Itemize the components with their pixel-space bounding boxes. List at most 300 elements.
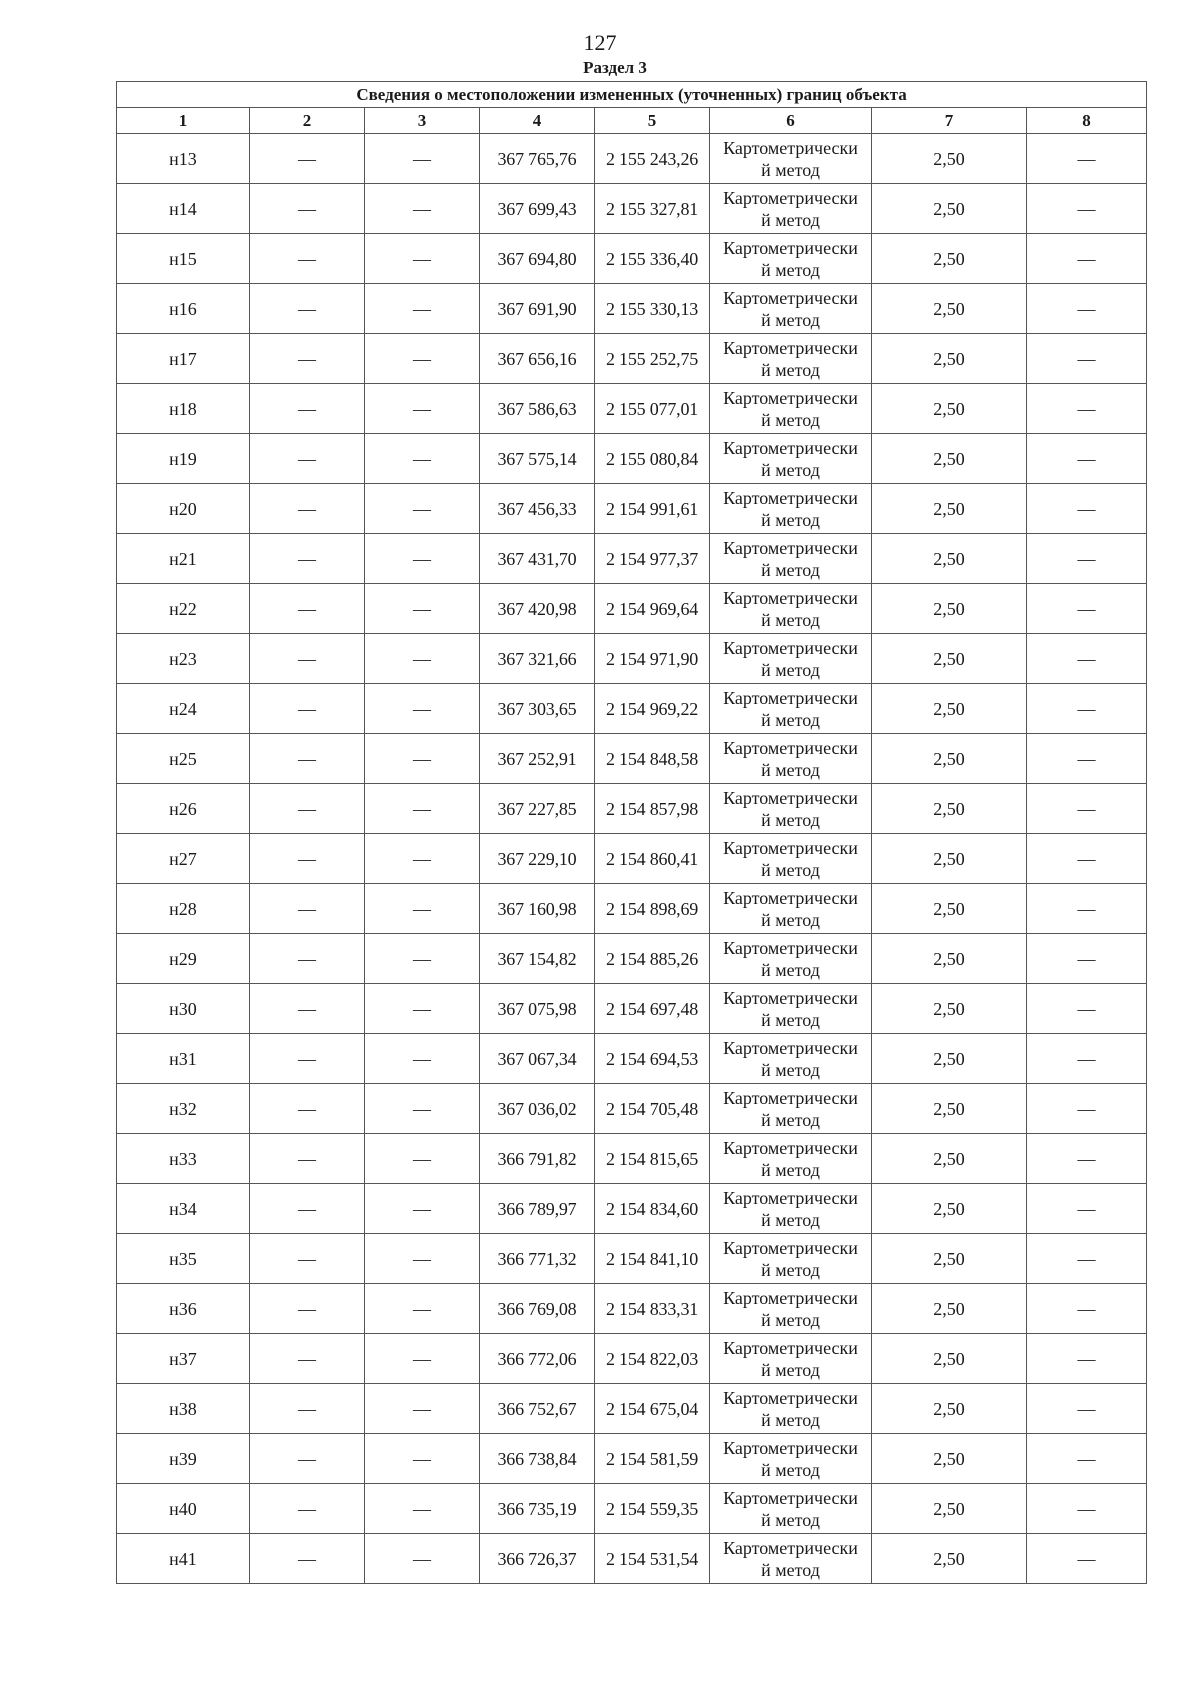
empty-value-cell: — bbox=[365, 884, 480, 934]
method-text-line: й метод bbox=[761, 1409, 820, 1430]
x-coordinate-cell: 367 699,43 bbox=[480, 184, 595, 234]
point-name-cell: н20 bbox=[117, 484, 250, 534]
table-row bbox=[117, 1384, 1147, 1434]
method-text-line: й метод bbox=[761, 1209, 820, 1230]
point-name-cell: н31 bbox=[117, 1034, 250, 1084]
empty-value-cell: — bbox=[250, 884, 365, 934]
point-name-cell: н34 bbox=[117, 1184, 250, 1234]
method-cell bbox=[710, 984, 872, 1034]
y-coordinate-cell: 2 154 857,98 bbox=[595, 784, 710, 834]
y-coordinate-cell: 2 154 694,53 bbox=[595, 1034, 710, 1084]
empty-value-cell: — bbox=[250, 634, 365, 684]
y-coordinate-cell: 2 155 336,40 bbox=[595, 234, 710, 284]
method-cell bbox=[710, 384, 872, 434]
empty-value-cell: — bbox=[250, 1334, 365, 1384]
empty-value-cell: — bbox=[250, 784, 365, 834]
column-header: 2 bbox=[250, 108, 365, 134]
empty-value-cell: — bbox=[1027, 534, 1147, 584]
method-cell bbox=[710, 1134, 872, 1184]
y-coordinate-cell: 2 154 848,58 bbox=[595, 734, 710, 784]
empty-value-cell: — bbox=[365, 1534, 480, 1584]
method-text-line: Картометрически bbox=[723, 637, 858, 658]
column-header: 1 bbox=[117, 108, 250, 134]
coordinates-table bbox=[116, 81, 1147, 1584]
method-cell bbox=[710, 1534, 872, 1584]
method-text-line: Картометрически bbox=[723, 1237, 858, 1258]
method-cell bbox=[710, 884, 872, 934]
x-coordinate-cell: 366 769,08 bbox=[480, 1284, 595, 1334]
empty-value-cell: — bbox=[365, 1184, 480, 1234]
empty-value-cell: — bbox=[1027, 934, 1147, 984]
method-text-line: Картометрически bbox=[723, 537, 858, 558]
empty-value-cell: — bbox=[365, 1434, 480, 1484]
method-text-line: й метод bbox=[761, 659, 820, 680]
table-row bbox=[117, 384, 1147, 434]
column-header: 3 bbox=[365, 108, 480, 134]
method-text-line: Картометрически bbox=[723, 437, 858, 458]
y-coordinate-cell: 2 154 705,48 bbox=[595, 1084, 710, 1134]
empty-value-cell: — bbox=[250, 1234, 365, 1284]
empty-value-cell: — bbox=[250, 934, 365, 984]
method-cell bbox=[710, 634, 872, 684]
column-header: 5 bbox=[595, 108, 710, 134]
empty-value-cell: — bbox=[1027, 1284, 1147, 1334]
empty-value-cell: — bbox=[250, 284, 365, 334]
y-coordinate-cell: 2 154 697,48 bbox=[595, 984, 710, 1034]
empty-value-cell: — bbox=[250, 584, 365, 634]
method-text-line: й метод bbox=[761, 959, 820, 980]
point-name-cell: н23 bbox=[117, 634, 250, 684]
point-name-cell: н29 bbox=[117, 934, 250, 984]
page-number: 127 bbox=[583, 30, 617, 55]
method-text-line: Картометрически bbox=[723, 737, 858, 758]
method-text-line: й метод bbox=[761, 1309, 820, 1330]
empty-value-cell: — bbox=[365, 684, 480, 734]
table-row bbox=[117, 434, 1147, 484]
method-text-line: й метод bbox=[761, 1059, 820, 1080]
x-coordinate-cell: 366 791,82 bbox=[480, 1134, 595, 1184]
method-cell bbox=[710, 684, 872, 734]
y-coordinate-cell: 2 154 898,69 bbox=[595, 884, 710, 934]
method-cell bbox=[710, 534, 872, 584]
accuracy-cell: 2,50 bbox=[872, 1034, 1027, 1084]
accuracy-cell: 2,50 bbox=[872, 1434, 1027, 1484]
accuracy-cell: 2,50 bbox=[872, 234, 1027, 284]
table-row bbox=[117, 484, 1147, 534]
y-coordinate-cell: 2 155 077,01 bbox=[595, 384, 710, 434]
table-caption: Сведения о местоположении измененных (уточненных) границ объекта bbox=[117, 82, 1147, 108]
empty-value-cell: — bbox=[250, 134, 365, 184]
accuracy-cell: 2,50 bbox=[872, 284, 1027, 334]
point-name-cell: н41 bbox=[117, 1534, 250, 1584]
method-text-line: й метод bbox=[761, 1009, 820, 1030]
point-name-cell: н17 bbox=[117, 334, 250, 384]
method-text-line: Картометрически bbox=[723, 1037, 858, 1058]
table-row bbox=[117, 684, 1147, 734]
method-text-line: й метод bbox=[761, 909, 820, 930]
method-text-line: Картометрически bbox=[723, 837, 858, 858]
method-text-line: Картометрически bbox=[723, 337, 858, 358]
x-coordinate-cell: 366 752,67 bbox=[480, 1384, 595, 1434]
method-cell bbox=[710, 1384, 872, 1434]
empty-value-cell: — bbox=[365, 1034, 480, 1084]
x-coordinate-cell: 367 229,10 bbox=[480, 834, 595, 884]
method-text-line: й метод bbox=[761, 1509, 820, 1530]
method-text-line: Картометрически bbox=[723, 687, 858, 708]
method-cell bbox=[710, 234, 872, 284]
table-row bbox=[117, 984, 1147, 1034]
method-cell bbox=[710, 1234, 872, 1284]
empty-value-cell: — bbox=[1027, 784, 1147, 834]
point-name-cell: н25 bbox=[117, 734, 250, 784]
table-row bbox=[117, 784, 1147, 834]
empty-value-cell: — bbox=[250, 1484, 365, 1534]
method-cell bbox=[710, 1184, 872, 1234]
method-text-line: Картометрически bbox=[723, 1537, 858, 1558]
column-header: 7 bbox=[872, 108, 1027, 134]
method-cell bbox=[710, 1034, 872, 1084]
table-row bbox=[117, 534, 1147, 584]
y-coordinate-cell: 2 155 080,84 bbox=[595, 434, 710, 484]
method-text-line: й метод bbox=[761, 159, 820, 180]
empty-value-cell: — bbox=[250, 1084, 365, 1134]
point-name-cell: н30 bbox=[117, 984, 250, 1034]
accuracy-cell: 2,50 bbox=[872, 184, 1027, 234]
y-coordinate-cell: 2 154 834,60 bbox=[595, 1184, 710, 1234]
point-name-cell: н16 bbox=[117, 284, 250, 334]
table-row bbox=[117, 334, 1147, 384]
method-text-line: й метод bbox=[761, 459, 820, 480]
accuracy-cell: 2,50 bbox=[872, 984, 1027, 1034]
point-name-cell: н19 bbox=[117, 434, 250, 484]
empty-value-cell: — bbox=[250, 184, 365, 234]
column-header: 8 bbox=[1027, 108, 1147, 134]
x-coordinate-cell: 367 456,33 bbox=[480, 484, 595, 534]
empty-value-cell: — bbox=[250, 384, 365, 434]
x-coordinate-cell: 366 735,19 bbox=[480, 1484, 595, 1534]
method-text-line: й метод bbox=[761, 1559, 820, 1580]
empty-value-cell: — bbox=[250, 1384, 365, 1434]
method-text-line: Картометрически bbox=[723, 137, 858, 158]
y-coordinate-cell: 2 154 969,64 bbox=[595, 584, 710, 634]
method-text-line: Картометрически bbox=[723, 237, 858, 258]
y-coordinate-cell: 2 154 969,22 bbox=[595, 684, 710, 734]
empty-value-cell: — bbox=[250, 684, 365, 734]
method-cell bbox=[710, 1084, 872, 1134]
empty-value-cell: — bbox=[1027, 1134, 1147, 1184]
empty-value-cell: — bbox=[1027, 634, 1147, 684]
empty-value-cell: — bbox=[365, 1334, 480, 1384]
method-text-line: й метод bbox=[761, 1159, 820, 1180]
y-coordinate-cell: 2 154 531,54 bbox=[595, 1534, 710, 1584]
empty-value-cell: — bbox=[250, 234, 365, 284]
method-text-line: Картометрически bbox=[723, 387, 858, 408]
accuracy-cell: 2,50 bbox=[872, 1384, 1027, 1434]
accuracy-cell: 2,50 bbox=[872, 1134, 1027, 1184]
point-name-cell: н26 bbox=[117, 784, 250, 834]
method-cell bbox=[710, 734, 872, 784]
empty-value-cell: — bbox=[250, 1534, 365, 1584]
empty-value-cell: — bbox=[1027, 834, 1147, 884]
point-name-cell: н40 bbox=[117, 1484, 250, 1534]
x-coordinate-cell: 367 656,16 bbox=[480, 334, 595, 384]
table-row bbox=[117, 1034, 1147, 1084]
point-name-cell: н14 bbox=[117, 184, 250, 234]
empty-value-cell: — bbox=[365, 1234, 480, 1284]
empty-value-cell: — bbox=[365, 1134, 480, 1184]
method-cell bbox=[710, 284, 872, 334]
empty-value-cell: — bbox=[1027, 484, 1147, 534]
method-text-line: й метод bbox=[761, 759, 820, 780]
table-row bbox=[117, 1284, 1147, 1334]
empty-value-cell: — bbox=[1027, 1034, 1147, 1084]
method-cell bbox=[710, 484, 872, 534]
point-name-cell: н13 bbox=[117, 134, 250, 184]
table-row bbox=[117, 184, 1147, 234]
method-text-line: Картометрически bbox=[723, 187, 858, 208]
method-text-line: Картометрически bbox=[723, 1437, 858, 1458]
column-header: 6 bbox=[710, 108, 872, 134]
y-coordinate-cell: 2 155 330,13 bbox=[595, 284, 710, 334]
method-text-line: Картометрически bbox=[723, 1287, 858, 1308]
accuracy-cell: 2,50 bbox=[872, 1084, 1027, 1134]
point-name-cell: н18 bbox=[117, 384, 250, 434]
section-title: Раздел 3 bbox=[583, 58, 647, 77]
accuracy-cell: 2,50 bbox=[872, 934, 1027, 984]
method-text-line: й метод bbox=[761, 1109, 820, 1130]
empty-value-cell: — bbox=[250, 734, 365, 784]
empty-value-cell: — bbox=[1027, 384, 1147, 434]
table-row bbox=[117, 134, 1147, 184]
empty-value-cell: — bbox=[1027, 1184, 1147, 1234]
empty-value-cell: — bbox=[1027, 234, 1147, 284]
empty-value-cell: — bbox=[250, 434, 365, 484]
x-coordinate-cell: 367 691,90 bbox=[480, 284, 595, 334]
accuracy-cell: 2,50 bbox=[872, 134, 1027, 184]
method-text-line: й метод bbox=[761, 209, 820, 230]
y-coordinate-cell: 2 155 252,75 bbox=[595, 334, 710, 384]
accuracy-cell: 2,50 bbox=[872, 1184, 1027, 1234]
method-text-line: Картометрически bbox=[723, 1087, 858, 1108]
method-text-line: й метод bbox=[761, 359, 820, 380]
method-cell bbox=[710, 784, 872, 834]
empty-value-cell: — bbox=[1027, 684, 1147, 734]
x-coordinate-cell: 367 431,70 bbox=[480, 534, 595, 584]
table-row bbox=[117, 1084, 1147, 1134]
y-coordinate-cell: 2 154 559,35 bbox=[595, 1484, 710, 1534]
method-text-line: й метод bbox=[761, 1359, 820, 1380]
empty-value-cell: — bbox=[365, 534, 480, 584]
accuracy-cell: 2,50 bbox=[872, 1534, 1027, 1584]
table-row bbox=[117, 734, 1147, 784]
method-text-line: й метод bbox=[761, 609, 820, 630]
empty-value-cell: — bbox=[250, 1284, 365, 1334]
x-coordinate-cell: 367 321,66 bbox=[480, 634, 595, 684]
empty-value-cell: — bbox=[250, 534, 365, 584]
method-text-line: й метод bbox=[761, 709, 820, 730]
empty-value-cell: — bbox=[1027, 1434, 1147, 1484]
point-name-cell: н39 bbox=[117, 1434, 250, 1484]
table-row bbox=[117, 934, 1147, 984]
table-row bbox=[117, 584, 1147, 634]
empty-value-cell: — bbox=[365, 1384, 480, 1434]
empty-value-cell: — bbox=[365, 834, 480, 884]
column-header-row bbox=[117, 108, 1147, 134]
method-cell bbox=[710, 334, 872, 384]
accuracy-cell: 2,50 bbox=[872, 634, 1027, 684]
point-name-cell: н32 bbox=[117, 1084, 250, 1134]
empty-value-cell: — bbox=[1027, 984, 1147, 1034]
y-coordinate-cell: 2 154 977,37 bbox=[595, 534, 710, 584]
point-name-cell: н22 bbox=[117, 584, 250, 634]
x-coordinate-cell: 367 420,98 bbox=[480, 584, 595, 634]
method-text-line: й метод bbox=[761, 809, 820, 830]
x-coordinate-cell: 367 765,76 bbox=[480, 134, 595, 184]
method-cell bbox=[710, 1284, 872, 1334]
empty-value-cell: — bbox=[365, 584, 480, 634]
empty-value-cell: — bbox=[365, 384, 480, 434]
method-text-line: Картометрически bbox=[723, 1487, 858, 1508]
accuracy-cell: 2,50 bbox=[872, 534, 1027, 584]
y-coordinate-cell: 2 154 581,59 bbox=[595, 1434, 710, 1484]
method-cell bbox=[710, 584, 872, 634]
y-coordinate-cell: 2 154 822,03 bbox=[595, 1334, 710, 1384]
empty-value-cell: — bbox=[365, 734, 480, 784]
method-text-line: й метод bbox=[761, 259, 820, 280]
x-coordinate-cell: 366 771,32 bbox=[480, 1234, 595, 1284]
empty-value-cell: — bbox=[1027, 1484, 1147, 1534]
empty-value-cell: — bbox=[365, 484, 480, 534]
empty-value-cell: — bbox=[365, 334, 480, 384]
empty-value-cell: — bbox=[365, 284, 480, 334]
y-coordinate-cell: 2 154 815,65 bbox=[595, 1134, 710, 1184]
y-coordinate-cell: 2 154 860,41 bbox=[595, 834, 710, 884]
accuracy-cell: 2,50 bbox=[872, 384, 1027, 434]
empty-value-cell: — bbox=[365, 934, 480, 984]
accuracy-cell: 2,50 bbox=[872, 1234, 1027, 1284]
table-row bbox=[117, 634, 1147, 684]
point-name-cell: н33 bbox=[117, 1134, 250, 1184]
method-text-line: Картометрически bbox=[723, 1387, 858, 1408]
method-text-line: й метод bbox=[761, 1259, 820, 1280]
empty-value-cell: — bbox=[365, 234, 480, 284]
point-name-cell: н37 bbox=[117, 1334, 250, 1384]
empty-value-cell: — bbox=[365, 1484, 480, 1534]
method-cell bbox=[710, 1434, 872, 1484]
table-row bbox=[117, 1184, 1147, 1234]
y-coordinate-cell: 2 154 885,26 bbox=[595, 934, 710, 984]
method-text-line: Картометрически bbox=[723, 987, 858, 1008]
method-cell bbox=[710, 1484, 872, 1534]
accuracy-cell: 2,50 bbox=[872, 1484, 1027, 1534]
method-text-line: й метод bbox=[761, 859, 820, 880]
empty-value-cell: — bbox=[1027, 1234, 1147, 1284]
empty-value-cell: — bbox=[1027, 884, 1147, 934]
empty-value-cell: — bbox=[1027, 134, 1147, 184]
empty-value-cell: — bbox=[250, 1034, 365, 1084]
y-coordinate-cell: 2 155 327,81 bbox=[595, 184, 710, 234]
x-coordinate-cell: 367 154,82 bbox=[480, 934, 595, 984]
table-row bbox=[117, 234, 1147, 284]
accuracy-cell: 2,50 bbox=[872, 584, 1027, 634]
point-name-cell: н15 bbox=[117, 234, 250, 284]
accuracy-cell: 2,50 bbox=[872, 734, 1027, 784]
accuracy-cell: 2,50 bbox=[872, 484, 1027, 534]
table-row bbox=[117, 884, 1147, 934]
y-coordinate-cell: 2 154 841,10 bbox=[595, 1234, 710, 1284]
method-text-line: Картометрически bbox=[723, 287, 858, 308]
x-coordinate-cell: 366 789,97 bbox=[480, 1184, 595, 1234]
x-coordinate-cell: 367 036,02 bbox=[480, 1084, 595, 1134]
table-row bbox=[117, 1234, 1147, 1284]
method-text-line: Картометрически bbox=[723, 787, 858, 808]
point-name-cell: н24 bbox=[117, 684, 250, 734]
x-coordinate-cell: 366 772,06 bbox=[480, 1334, 595, 1384]
y-coordinate-cell: 2 154 971,90 bbox=[595, 634, 710, 684]
empty-value-cell: — bbox=[365, 1284, 480, 1334]
point-name-cell: н36 bbox=[117, 1284, 250, 1334]
table-row bbox=[117, 1134, 1147, 1184]
x-coordinate-cell: 367 227,85 bbox=[480, 784, 595, 834]
method-text-line: й метод bbox=[761, 509, 820, 530]
method-cell bbox=[710, 1334, 872, 1384]
empty-value-cell: — bbox=[365, 784, 480, 834]
empty-value-cell: — bbox=[250, 984, 365, 1034]
empty-value-cell: — bbox=[365, 634, 480, 684]
method-cell bbox=[710, 834, 872, 884]
y-coordinate-cell: 2 154 833,31 bbox=[595, 1284, 710, 1334]
method-text-line: й метод bbox=[761, 409, 820, 430]
x-coordinate-cell: 367 160,98 bbox=[480, 884, 595, 934]
table-row bbox=[117, 1334, 1147, 1384]
point-name-cell: н38 bbox=[117, 1384, 250, 1434]
y-coordinate-cell: 2 154 991,61 bbox=[595, 484, 710, 534]
column-header: 4 bbox=[480, 108, 595, 134]
method-text-line: Картометрически bbox=[723, 887, 858, 908]
method-text-line: Картометрически bbox=[723, 587, 858, 608]
point-name-cell: н21 bbox=[117, 534, 250, 584]
x-coordinate-cell: 367 694,80 bbox=[480, 234, 595, 284]
accuracy-cell: 2,50 bbox=[872, 834, 1027, 884]
accuracy-cell: 2,50 bbox=[872, 884, 1027, 934]
x-coordinate-cell: 367 575,14 bbox=[480, 434, 595, 484]
y-coordinate-cell: 2 155 243,26 bbox=[595, 134, 710, 184]
x-coordinate-cell: 367 303,65 bbox=[480, 684, 595, 734]
empty-value-cell: — bbox=[1027, 734, 1147, 784]
empty-value-cell: — bbox=[1027, 1384, 1147, 1434]
method-text-line: й метод bbox=[761, 559, 820, 580]
table-row bbox=[117, 1434, 1147, 1484]
accuracy-cell: 2,50 bbox=[872, 1334, 1027, 1384]
empty-value-cell: — bbox=[365, 1084, 480, 1134]
x-coordinate-cell: 367 075,98 bbox=[480, 984, 595, 1034]
empty-value-cell: — bbox=[1027, 1534, 1147, 1584]
empty-value-cell: — bbox=[1027, 284, 1147, 334]
empty-value-cell: — bbox=[250, 1134, 365, 1184]
method-text-line: й метод bbox=[761, 309, 820, 330]
table-row bbox=[117, 1484, 1147, 1534]
method-text-line: Картометрически bbox=[723, 1337, 858, 1358]
empty-value-cell: — bbox=[250, 1184, 365, 1234]
table-row bbox=[117, 284, 1147, 334]
point-name-cell: н35 bbox=[117, 1234, 250, 1284]
empty-value-cell: — bbox=[365, 434, 480, 484]
accuracy-cell: 2,50 bbox=[872, 784, 1027, 834]
empty-value-cell: — bbox=[1027, 584, 1147, 634]
empty-value-cell: — bbox=[250, 834, 365, 884]
method-cell bbox=[710, 134, 872, 184]
method-text-line: Картометрически bbox=[723, 1137, 858, 1158]
